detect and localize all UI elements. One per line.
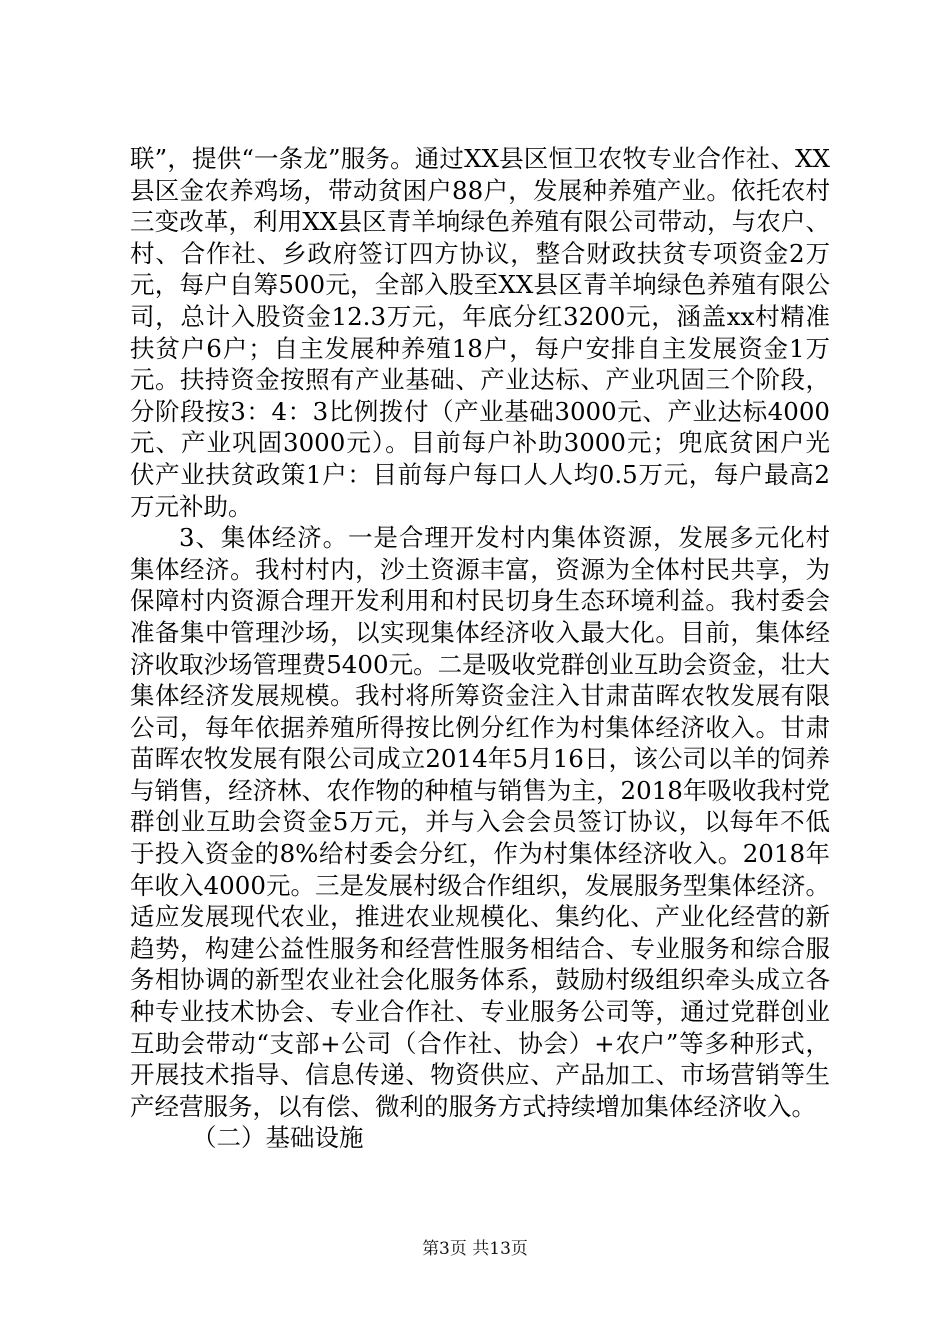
section-heading-infrastructure: （二）基础设施 bbox=[192, 1123, 364, 1153]
paragraph-industry-support: 联”，提供“一条龙”服务。通过XX县区恒卫农牧专业合作社、XX县区金农养鸡场，带动贫困户88户，发展种养殖产业。依托农村三变改革，利用XX县区青羊垧绿色养殖有限公司带动，与农户、村、合作社、乡政府签订四方协议，整合财政扶贫专项资金2万元，每户自筹500元，全部入股至XX县区青羊垧绿色养殖有限公司，总计入股资金12.3万元，年底分红3200元，涵盖xx村精准扶贫户6户；自主发展种养殖18户，每户安排自主发展资金1万元。扶持资金按照有产业基础、产业达标、产业巩固三个阶段，分阶段按3：4：3比例拨付（产业基础3000元、产业达标4000元、产业巩固3000元）。目前每户补助3000元；兜底贫困户光伏产业扶贫政策1户：目前每户每口人人均0.5万元，每户最高2万元补助。 bbox=[130, 144, 830, 521]
document-body bbox=[130, 143, 830, 1154]
paragraph-collective-economy: 3、集体经济。一是合理开发村内集体资源，发展多元化村集体经济。我村村内，沙土资源丰富，资源为全体村民共享，为保障村内资源合理开发利用和村民切身生态环境利益。我村委会准备集中管理沙场，以实现集体经济收入最大化。目前，集体经济收取沙场管理费5400元。二是吸收党群创业互助会资金，壮大集体经济发展规模。我村将所筹资金注入甘肃苗晖农牧发展有限公司，每年依据养殖所得按比例分红作为村集体经济收入。甘肃苗晖农牧发展有限公司成立2014年5月16日，该公司以羊的饲养与销售，经济林、农作物的种植与销售为主，2018年吸收我村党群创业互助会资金5万元，并与入会会员签订协议，以每年不低于投入资金的8%给村委会分红，作为村集体经济收入。2018年年收入4000元。三是发展村级合作组织，发展服务型集体经济。适应发展现代农业，推进农业规模化、集约化、产业化经营的新趋势，构建公益性服务和经营性服务相结合、专业服务和综合服务相协调的新型农业社会化服务体系，鼓励村级组织牵头成立各种专业技术协会、专业合作社、专业服务公司等，通过党群创业互助会带动“支部+公司（合作社、协会）+农户”等多种形式，开展技术指导、信息传递、物资供应、产品加工、市场营销等生产经营服务，以有偿、微利的服务方式持续增加集体经济收入。 bbox=[130, 523, 830, 1121]
page-footer: 第3页 共13页 bbox=[422, 1239, 528, 1259]
